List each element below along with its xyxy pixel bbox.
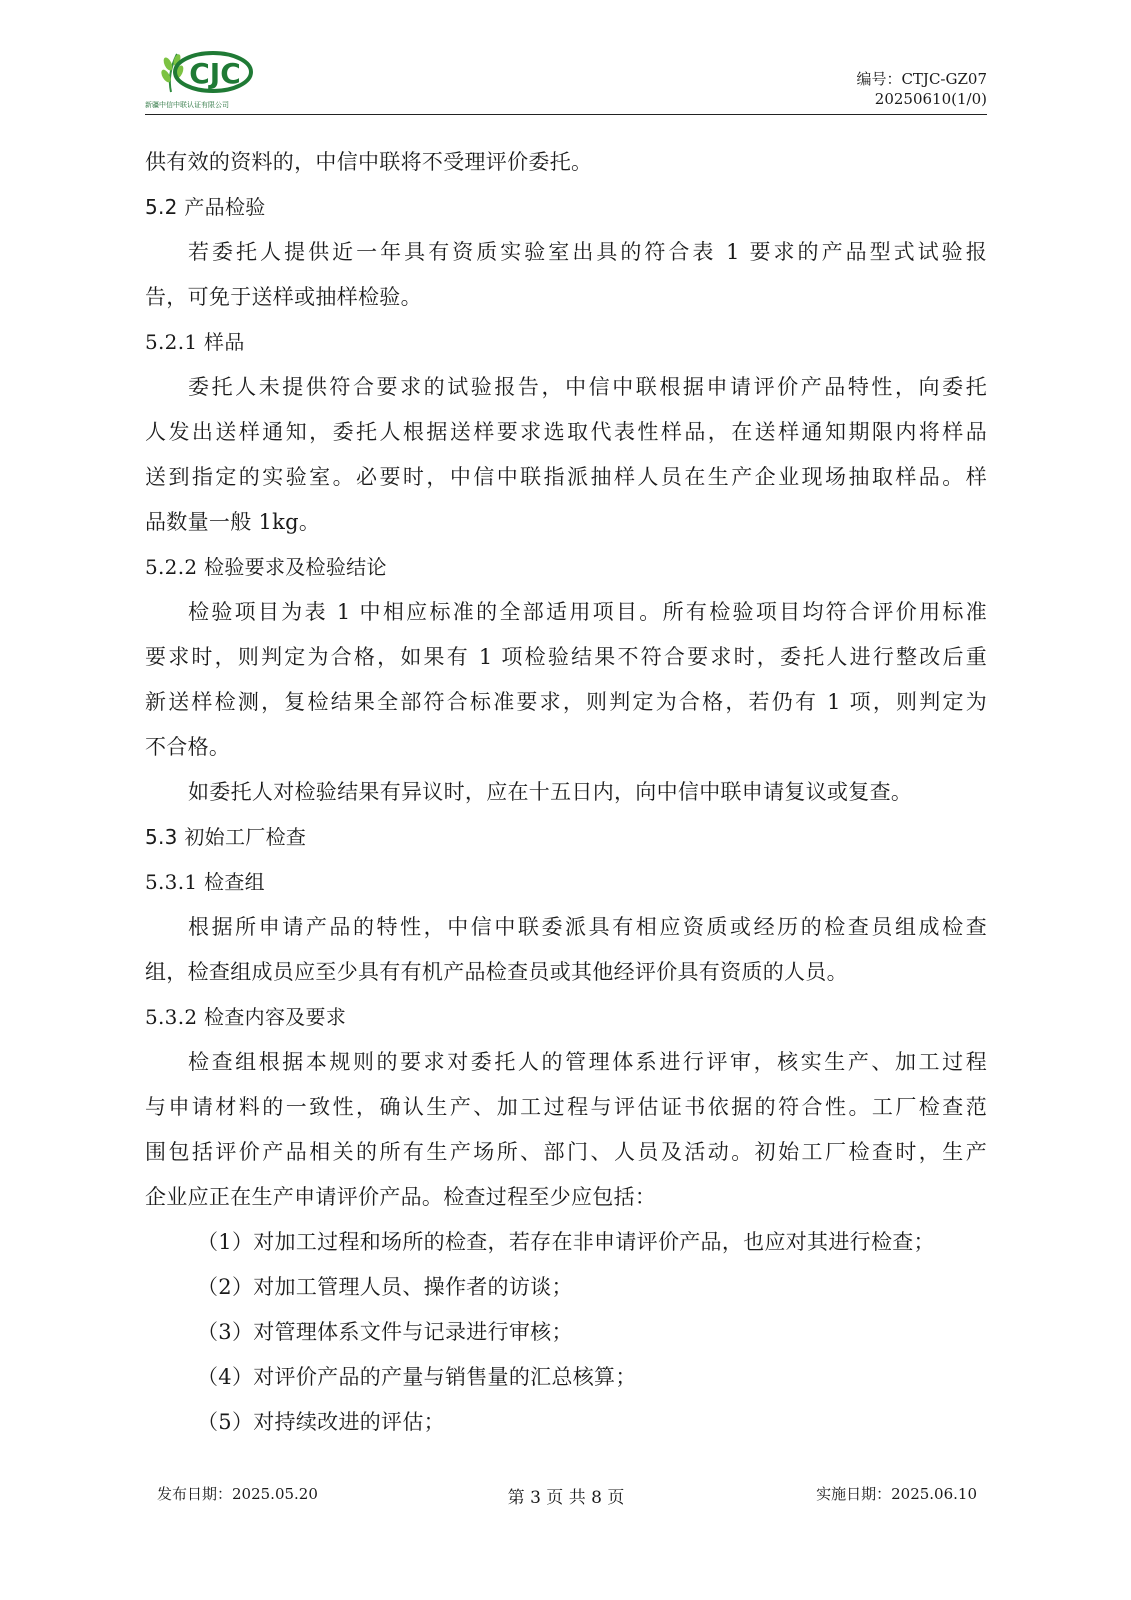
paragraph-line: 围包括评价产品相关的所有生产场所、部门、人员及活动。初始工厂检查时，生产 bbox=[145, 1140, 987, 1164]
page-footer bbox=[145, 1483, 987, 1507]
logo-mark bbox=[155, 44, 255, 100]
paragraph-line: 供有效的资料的，中信中联将不受理评价委托。 bbox=[145, 150, 593, 174]
paragraph-line: 与申请材料的一致性，确认生产、加工过程与评估证书依据的符合性。工厂检查范 bbox=[145, 1095, 987, 1119]
document-number: 编号：CTJC-GZ07 bbox=[856, 70, 987, 88]
paragraph-line: 组，检查组成员应至少具有有机产品检查员或其他经评价具有资质的人员。 bbox=[145, 960, 848, 984]
list-item: （4）对评价产品的产量与销售量的汇总核算； bbox=[197, 1365, 637, 1389]
paragraph-line: 新送样检测，复检结果全部符合标准要求，则判定为合格，若仍有 1 项，则判定为 bbox=[145, 690, 987, 714]
paragraph-line: 企业应正在生产申请评价产品。检查过程至少应包括： bbox=[145, 1185, 657, 1209]
paragraph-line: 要求时，则判定为合格，如果有 1 项检验结果不符合要求时，委托人进行整改后重 bbox=[145, 645, 987, 669]
logo-subtitle: 新疆中信中联认证有限公司 bbox=[145, 101, 229, 109]
paragraph-line: 如委托人对检验结果有异议时，应在十五日内，向中信中联申请复议或复查。 bbox=[188, 780, 913, 804]
page-body bbox=[145, 140, 987, 1445]
paragraph-line: 告，可免于送样或抽样检验。 bbox=[145, 285, 422, 309]
logo-text: CJC bbox=[189, 57, 241, 90]
paragraph-line: 若委托人提供近一年具有资质实验室出具的符合表 1 要求的产品型式试验报 bbox=[188, 240, 987, 264]
publish-date: 发布日期：2025.05.20 bbox=[157, 1485, 318, 1503]
paragraph-line: 委托人未提供符合要求的试验报告，中信中联根据申请评价产品特性，向委托 bbox=[188, 375, 987, 399]
company-logo bbox=[145, 44, 257, 110]
list-item: （2）对加工管理人员、操作者的访谈； bbox=[197, 1275, 573, 1299]
document-version: 20250610(1/0) bbox=[874, 90, 987, 108]
subsection-heading: 5.3.1 检查组 bbox=[145, 870, 265, 894]
paragraph-line: 根据所申请产品的特性，中信中联委派具有相应资质或经历的检查员组成检查 bbox=[188, 915, 987, 939]
list-item: （1）对加工过程和场所的检查，若存在非申请评价产品，也应对其进行检查； bbox=[197, 1230, 935, 1254]
page-number: 第 3 页 共 8 页 bbox=[507, 1488, 625, 1508]
subsection-heading: 5.2.2 检验要求及检验结论 bbox=[145, 555, 387, 579]
paragraph-line: 送到指定的实验室。必要时，中信中联指派抽样人员在生产企业现场抽取样品。样 bbox=[145, 465, 987, 489]
subsection-heading: 5.2.1 样品 bbox=[145, 330, 245, 354]
list-item: （5）对持续改进的评估； bbox=[197, 1410, 445, 1434]
paragraph-line: 检验项目为表 1 中相应标准的全部适用项目。所有检验项目均符合评价用标准 bbox=[188, 600, 987, 624]
effective-date: 实施日期：2025.06.10 bbox=[816, 1485, 977, 1503]
paragraph-line: 品数量一般 1kg。 bbox=[145, 510, 321, 534]
list-item: （3）对管理体系文件与记录进行审核； bbox=[197, 1320, 573, 1344]
paragraph-line: 不合格。 bbox=[145, 735, 231, 759]
header-divider bbox=[145, 114, 987, 115]
paragraph-line: 检查组根据本规则的要求对委托人的管理体系进行评审，核实生产、加工过程 bbox=[188, 1050, 987, 1074]
paragraph-line: 人发出送样通知，委托人根据送样要求选取代表性样品，在送样通知期限内将样品 bbox=[145, 420, 987, 444]
subsection-heading: 5.3.2 检查内容及要求 bbox=[145, 1005, 347, 1029]
page-header bbox=[145, 44, 987, 114]
section-heading: 5.3 初始工厂检查 bbox=[145, 825, 307, 849]
section-heading: 5.2 产品检验 bbox=[145, 195, 266, 219]
